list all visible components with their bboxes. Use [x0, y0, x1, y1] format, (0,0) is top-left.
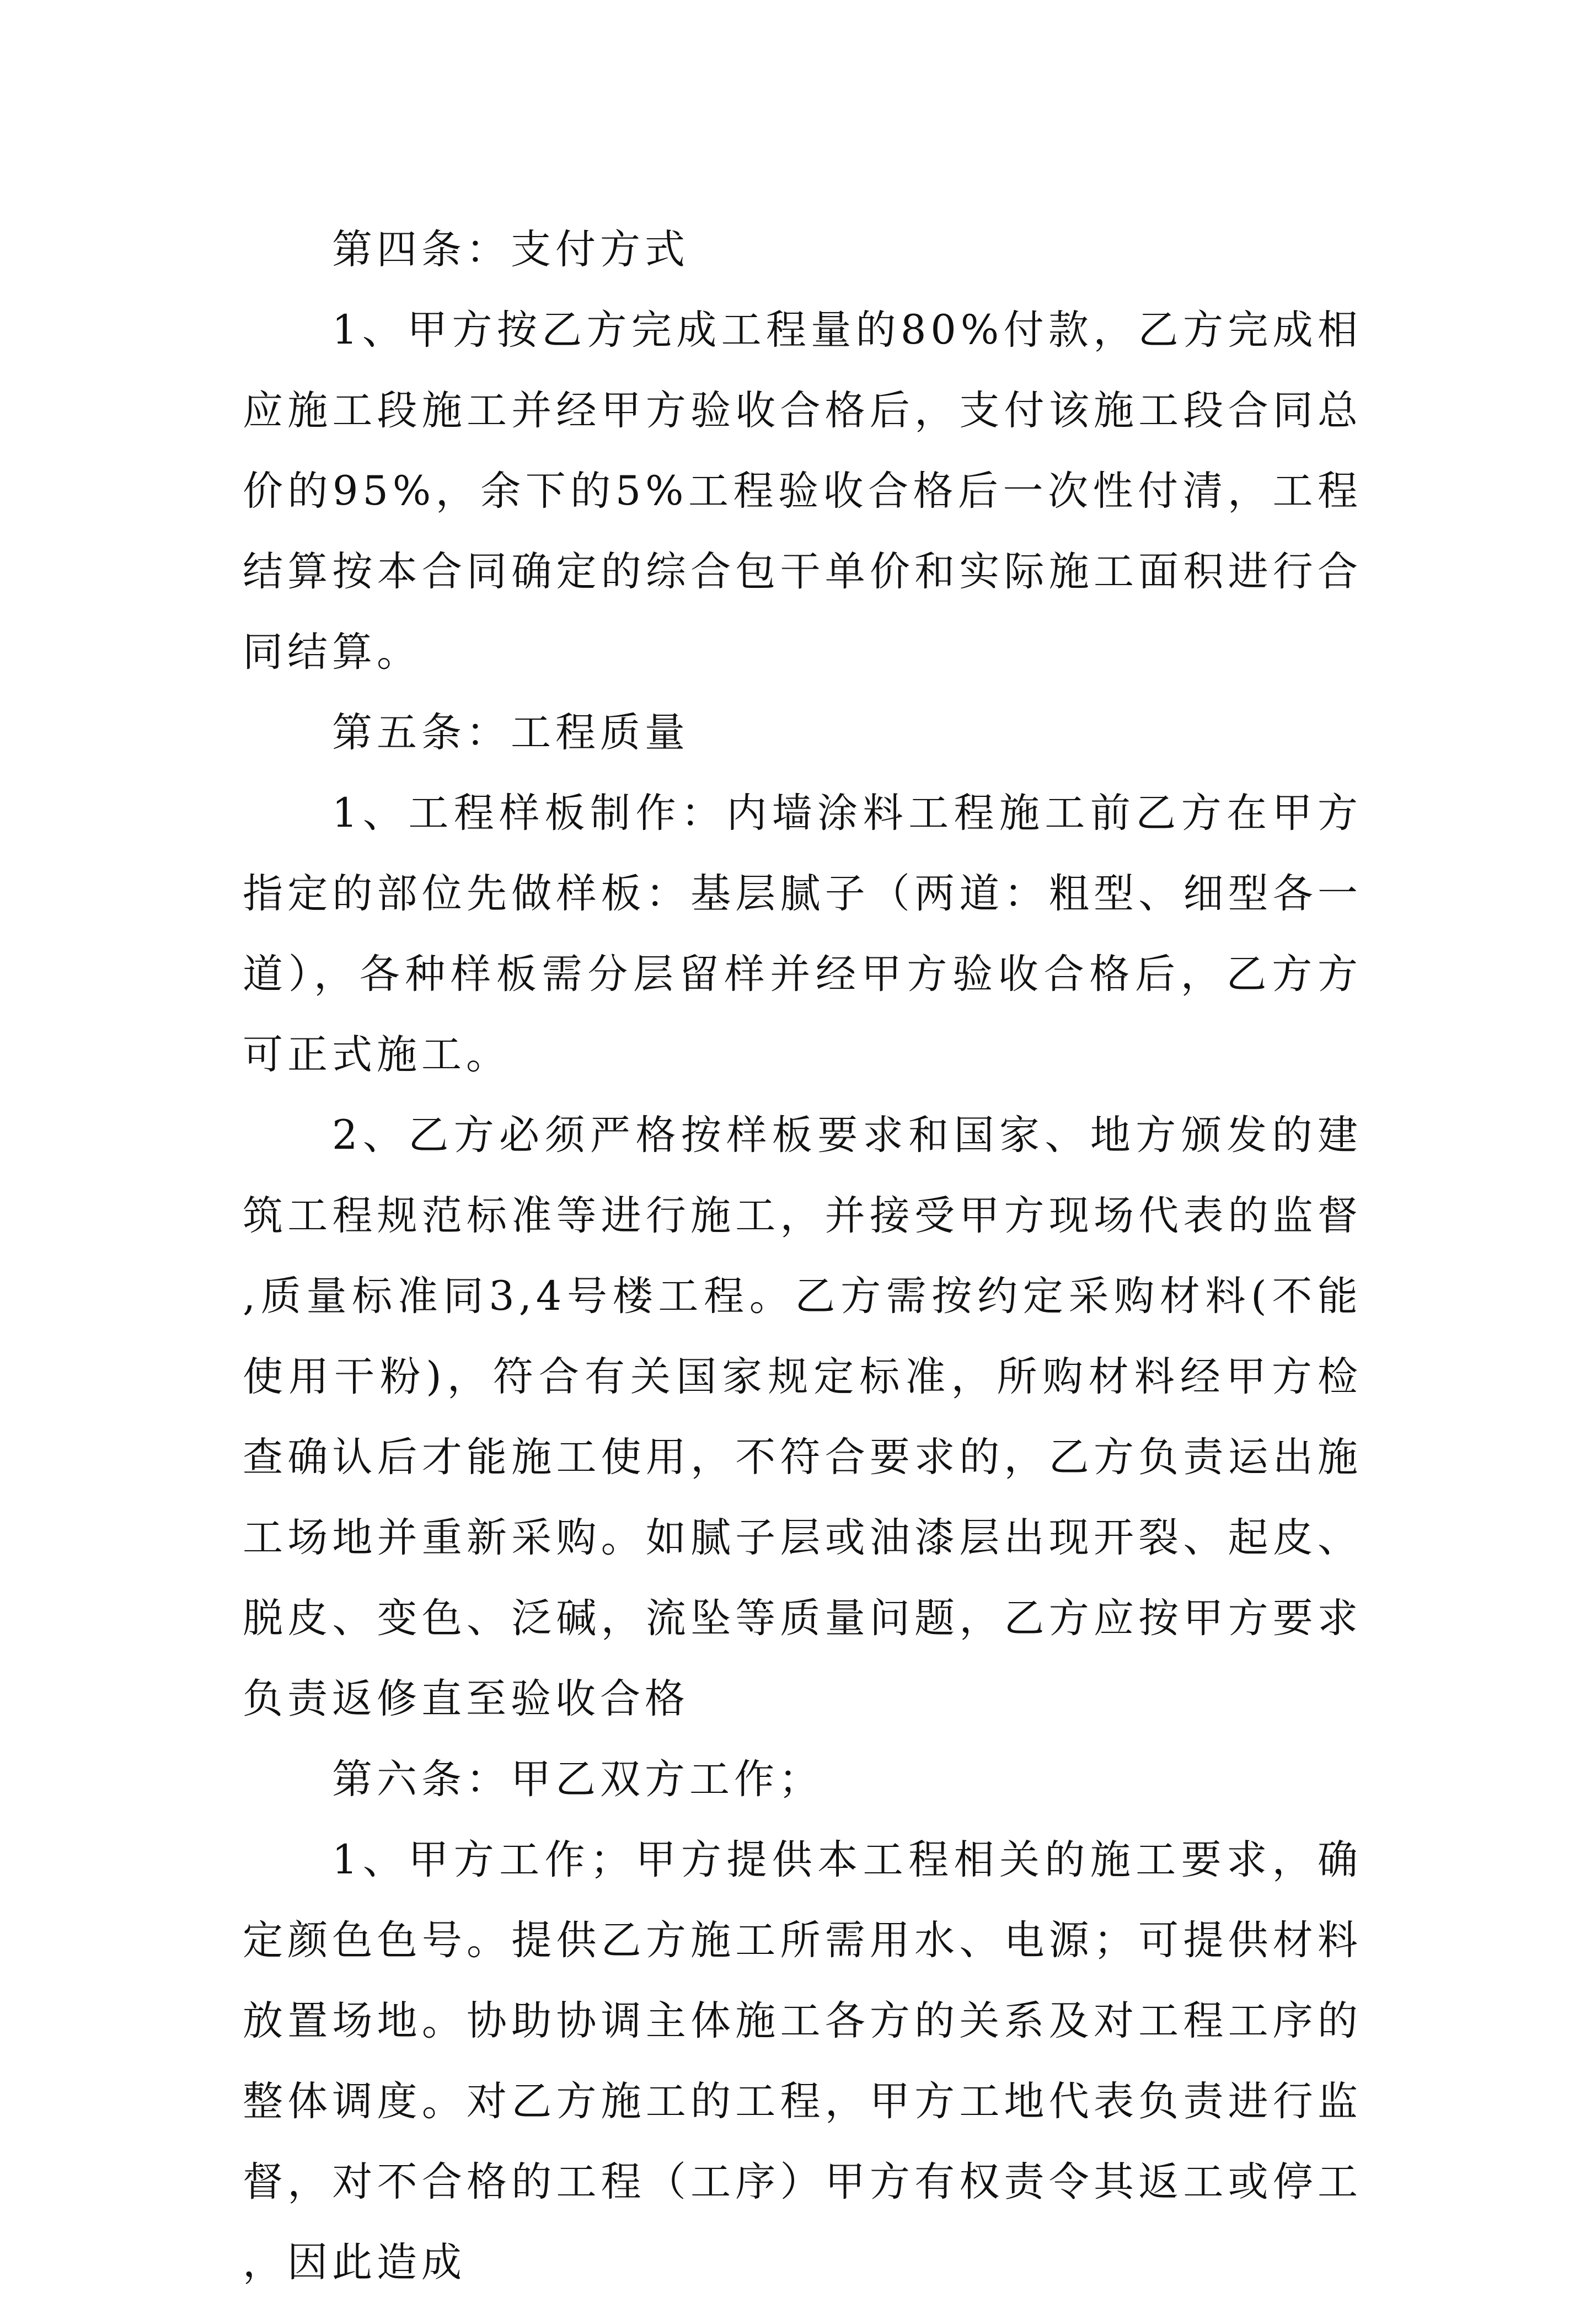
section-5-heading: 第五条：工程质量	[332, 709, 689, 756]
section-6-heading: 第六条：甲乙双方工作；	[332, 1756, 823, 1803]
section-6-paragraph-1: 1、甲方工作；甲方提供本工程相关的施工要求，确定颜色色号。提供乙方施工所需用水、电源；可提供材料放置场地。协助协调主体施工各方的关系及对工程工序的整体调度。对乙方施工的工程，甲方工地代表负责进行监督，对不合格的工程（工序）甲方有权责令其返工或停工，因此造成	[243, 1836, 1362, 2286]
section-4-heading: 第四条：支付方式	[332, 226, 689, 273]
section-5-paragraph-2: 2、乙方必须严格按样板要求和国家、地方颁发的建筑工程规范标准等进行施工，并接受甲方现场代表的监督,质量标准同3,4号楼工程。乙方需按约定采购材料(不能使用干粉)，符合有关国家规定标准，所购材料经甲方检查确认后才能施工使用，不符合要求的，乙方负责运出施工场地并重新采购。如腻子层或油漆层出现开裂、起皮、脱皮、变色、泛碱，流坠等质量问题，乙方应按甲方要求负责返修直至验收合格	[243, 1112, 1362, 1722]
contract-text-body	[243, 210, 1362, 2303]
section-4-paragraph-1: 1、甲方按乙方完成工程量的80%付款，乙方完成相应施工段施工并经甲方验收合格后，支付该施工段合同总价的95%，余下的5%工程验收合格后一次性付清，工程结算按本合同确定的综合包干单价和实际施工面积进行合同结算。	[243, 307, 1362, 676]
section-5-paragraph-1: 1、工程样板制作：内墙涂料工程施工前乙方在甲方指定的部位先做样板：基层腻子（两道：粗型、细型各一道），各种样板需分层留样并经甲方验收合格后，乙方方可正式施工。	[243, 790, 1362, 1078]
